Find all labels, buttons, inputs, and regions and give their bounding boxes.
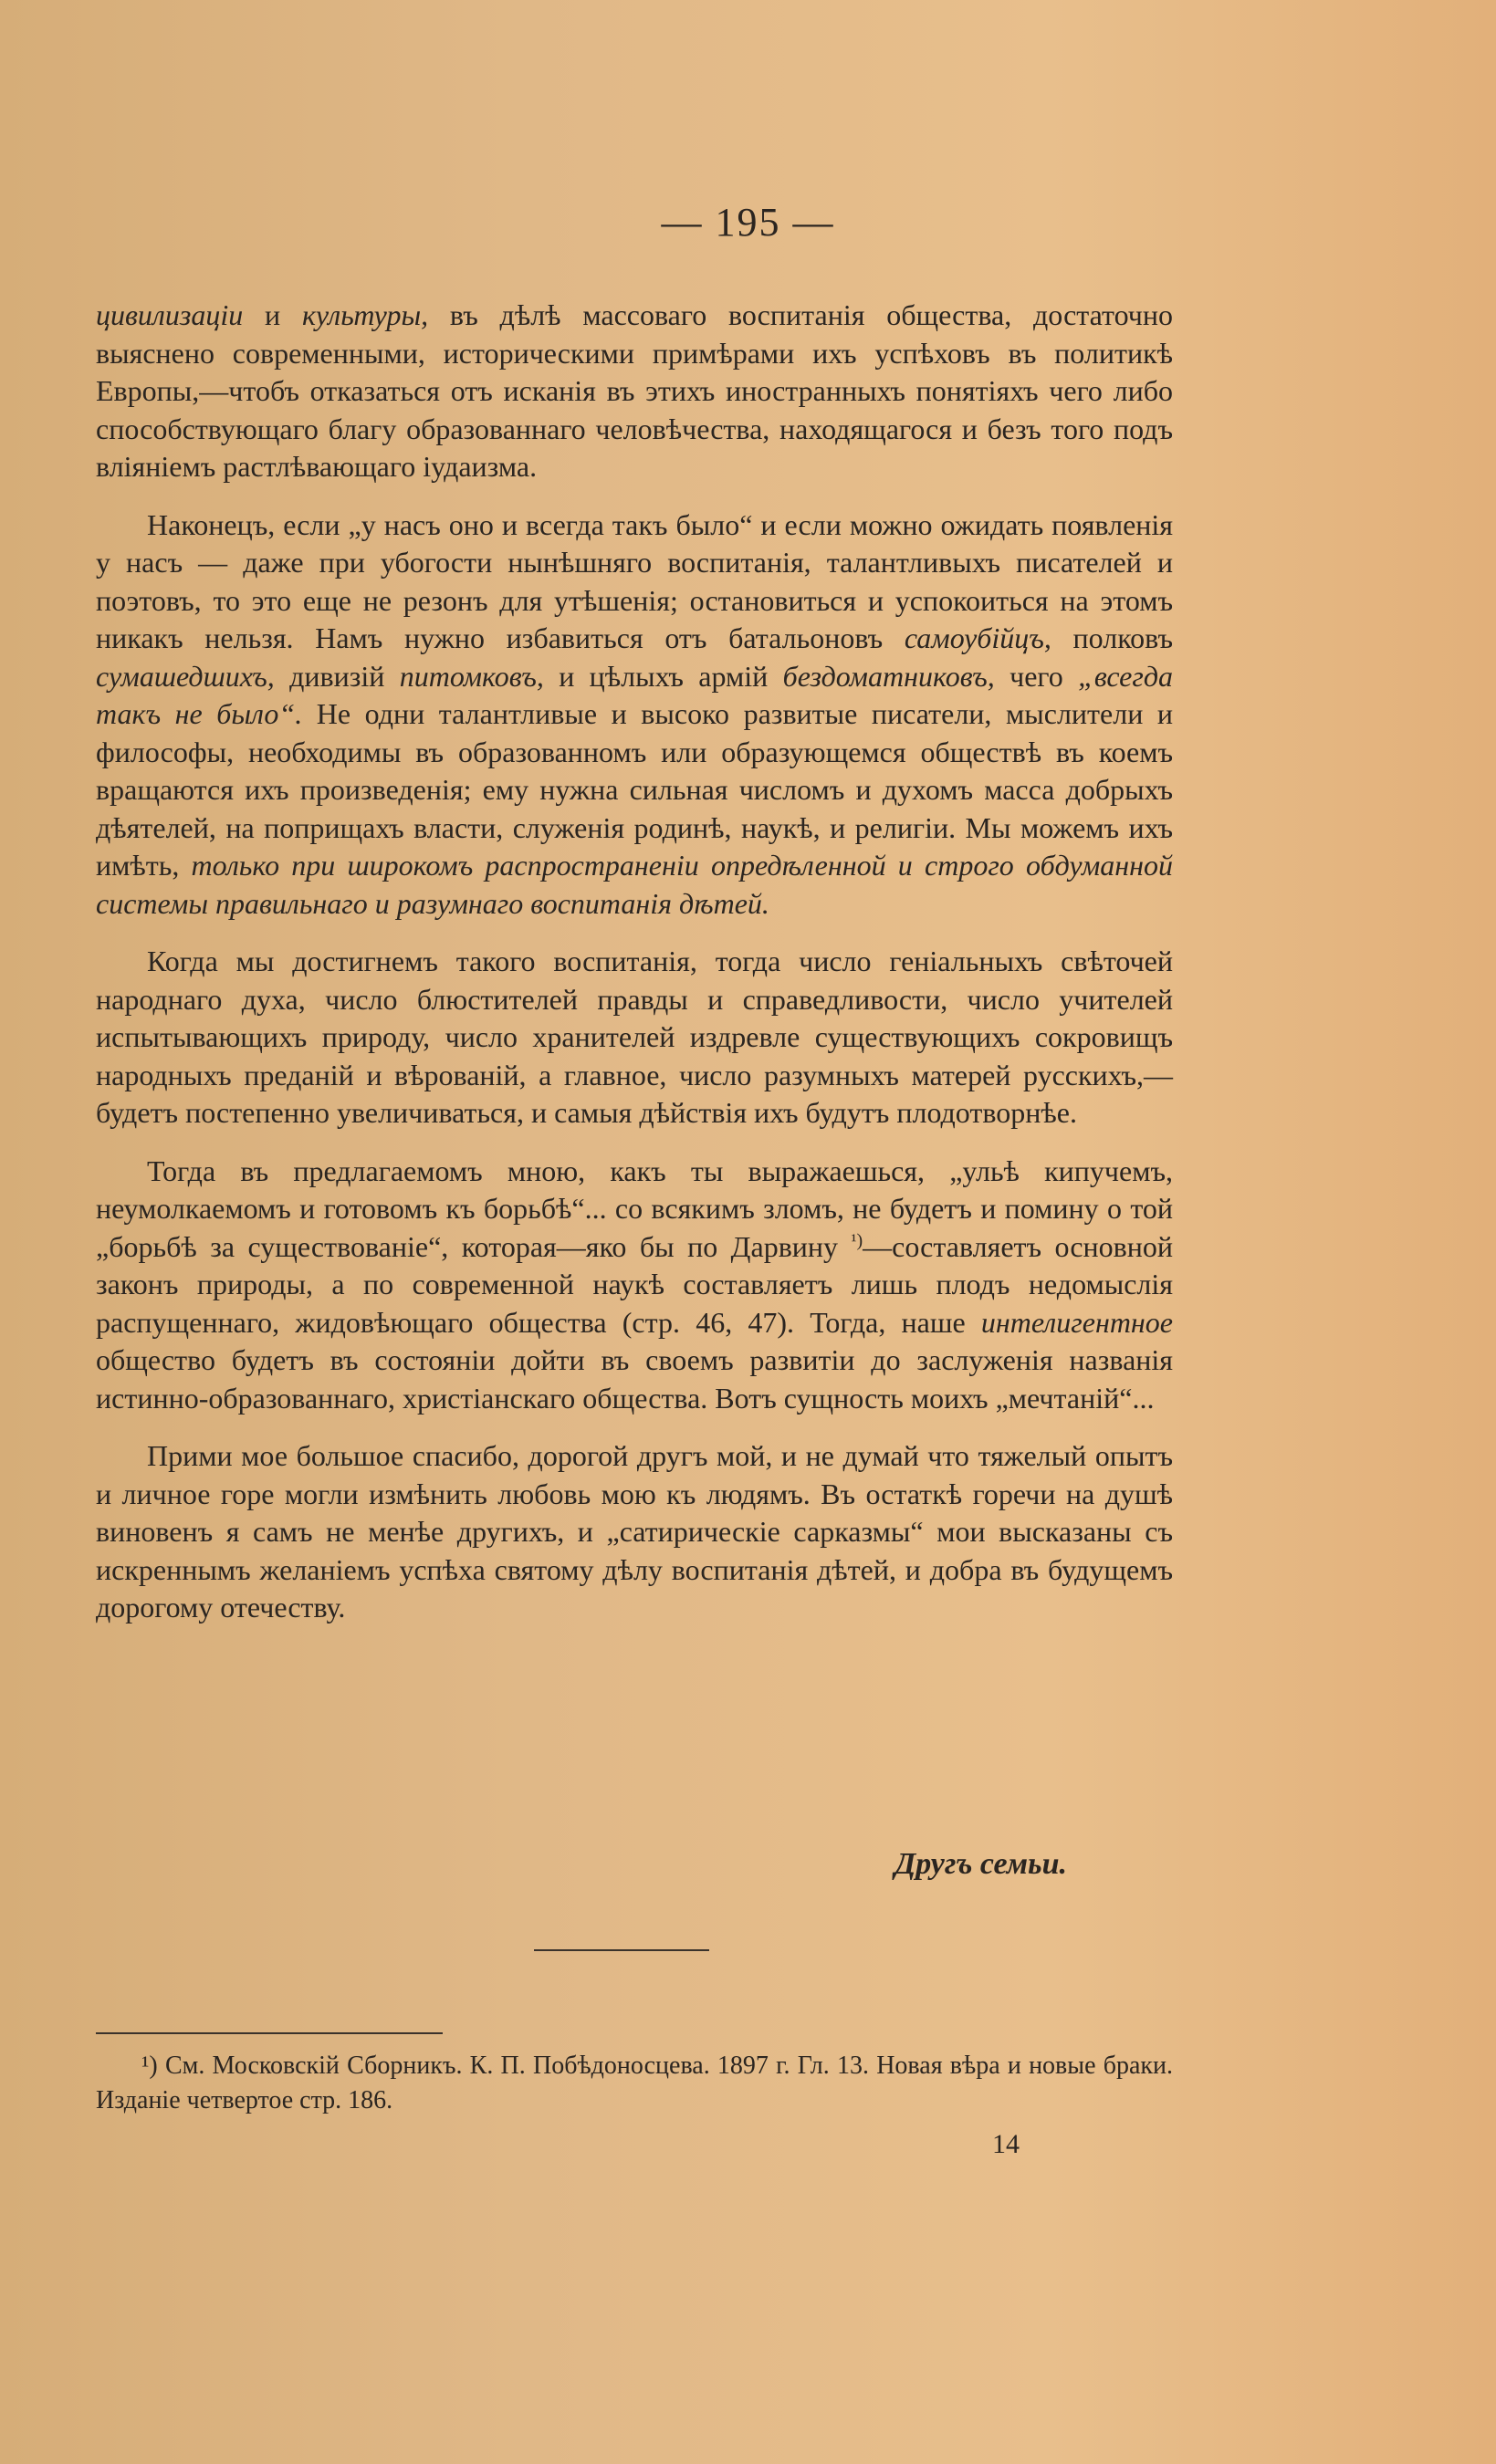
signature: Другъ семьи. (894, 1847, 1067, 1881)
italic-text: интелигентное (980, 1305, 1173, 1339)
text-run: общество будетъ въ состояніи дойти въ своемъ развитіи до заслуженія названія истинно-образованнаго, христіанскаго общества. Вотъ сущность моихъ „мечтаній“... (96, 1343, 1173, 1415)
body-text (96, 297, 1173, 1647)
section-divider (534, 1949, 709, 1951)
text-run: Наконецъ, если „у насъ оно и всегда такъ было“ и если можно ожидать появленія у насъ — даже при убогости нынѣшняго воспитанія, талантливыхъ писателей и поэтовъ, то это еще не резонъ для утѣшенія; остановиться и успокоиться на этомъ никакъ нельзя. Намъ нужно избавиться отъ батальоновъ (96, 507, 1173, 654)
italic-text: бездоматниковъ, (782, 659, 995, 693)
text-run: Не одни талантливые и высоко развитые писатели, мыслители и философы, необходимы въ образованномъ или образующемся обществѣ въ коемъ вращаются ихъ произведенія; ему нужна сильная числомъ и духомъ масса добрыхъ дѣятелей, на поприщахъ власти, служенія родинѣ, наукѣ, и религіи. Мы можемъ ихъ имѣть, (96, 697, 1173, 882)
italic-text: самоубійцъ, (904, 621, 1051, 654)
italic-text: „всегда такъ не было“. (96, 659, 1174, 730)
footnote-rule (96, 2032, 443, 2034)
italic-text: культуры, (301, 298, 429, 331)
italic-text: питомковъ, (399, 659, 544, 693)
paragraph (96, 1153, 1173, 1418)
paragraph (96, 506, 1173, 924)
text-run: —составляетъ основной законъ природы, а по современной наукѣ составляетъ лишь плодъ недомыслія распущеннаго, жидовѣющаго общества (стр. 46, 47). Тогда, наше (96, 1229, 1174, 1339)
text-run: и (243, 298, 302, 331)
text-run: и цѣлыхъ армій (543, 659, 783, 693)
italic-text: сумашедшихъ, (96, 659, 275, 693)
page-number: — 195 — (661, 200, 835, 245)
text-run: Когда мы достигнемъ такого воспитанія, тогда число геніальныхъ свѣточей народнаго духа, число блюстителей правды и справедливости, число учителей испытывающихъ природу, число хранителей издревле существующихъ сокровищъ народныхъ преданій и вѣрованій, а главное, число разумныхъ матерей русскихъ,—будетъ постепенно увеличиваться, и самыя дѣйствія ихъ будутъ плодотворнѣе. (96, 945, 1173, 1129)
text-run: въ дѣлѣ массоваго воспитанія общества, достаточно выяснено современными, историческими примѣрами ихъ успѣховъ въ политикѣ Европы,—чтобъ отказаться отъ исканія въ этихъ иностранныхъ понятіяхъ чего либо способствующаго благу образованнаго человѣчества, находящагося и безъ того подъ вліяніемъ растлѣвающаго іудаизма. (96, 298, 1174, 483)
italic-text: только при широкомъ распространеніи опредѣленной и строго обдуманной системы правильнаго и разумнаго воспитанія дѣтей. (96, 849, 1174, 920)
text-run: полковъ (1051, 621, 1174, 654)
footnote-ref: ¹) (851, 1229, 863, 1250)
text-run: Тогда въ предлагаемомъ мною, какъ ты выражаешься, „ульѣ кипучемъ, неумолкаемомъ и готовомъ къ борьбѣ“... со всякимъ зломъ, не будетъ и помину о той „борьбѣ за существованіе“, которая—яко бы по Дарвину (96, 1154, 1173, 1263)
paragraph (96, 943, 1173, 1133)
text-run: Прими мое большое спасибо, дорогой другъ мой, и не думай что тяжелый опытъ и личное горе могли измѣнить любовь мою къ людямъ. Въ остаткѣ горечи на душѣ виновенъ я самъ не менѣе другихъ, и „сатирическіе сарказмы“ мои высказаны съ искреннымъ желаніемъ успѣха святому дѣлу воспитанія дѣтей, и добра въ будущемъ дорогому отечеству. (96, 1439, 1173, 1624)
paragraph (96, 297, 1173, 486)
italic-text: цивилизаціи (96, 298, 244, 331)
text-run: дивизій (274, 659, 400, 693)
printer-signature-mark: 14 (992, 2129, 1020, 2159)
footnote: ¹) См. Московскій Сборникъ. К. П. Побѣдоносцева. 1897 г. Гл. 13. Новая вѣра и новые браки. Изданіе четвертое стр. 186. (96, 2052, 1173, 2114)
paragraph (96, 1437, 1173, 1627)
text-run: чего (994, 659, 1079, 693)
